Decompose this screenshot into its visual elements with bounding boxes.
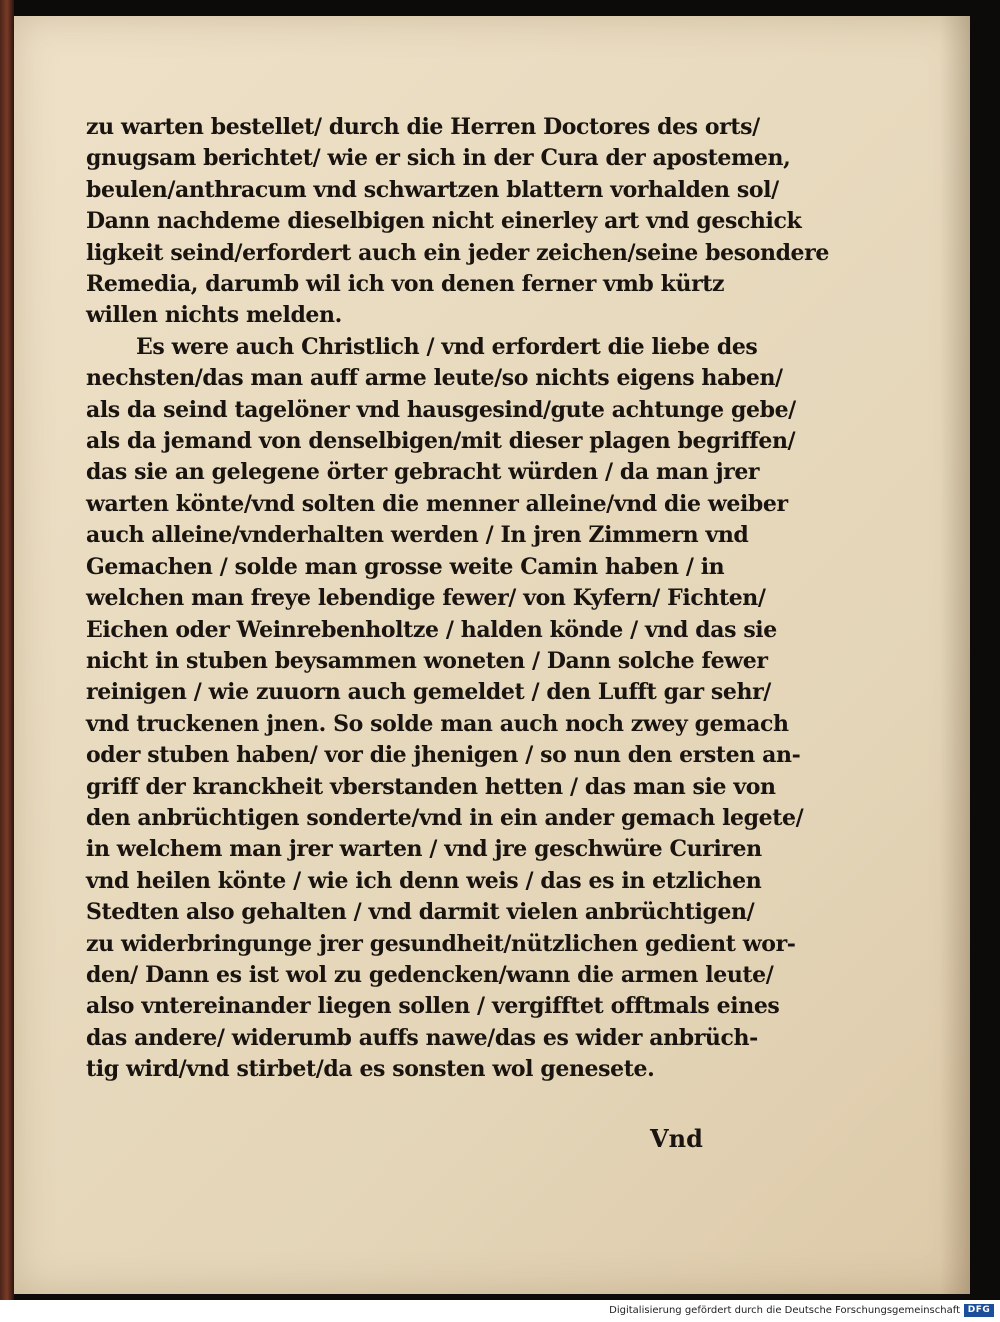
text-line: Es were auch Christlich / vnd erfordert die liebe des xyxy=(136,333,758,360)
text-line: nechsten/das man auff arme leute/so nichts eigens haben/ xyxy=(86,365,783,392)
text-line: reinigen / wie zuuorn auch gemeldet / den Lufft gar sehr/ xyxy=(86,679,771,706)
text-line: ligkeit seind/erfordert auch ein jeder zeichen/seine besondere xyxy=(86,239,829,266)
text-line: als da jemand von denselbigen/mit dieser plagen begriffen/ xyxy=(86,428,796,455)
text-line: gnugsam berichtet/ wie er sich in der Cura der apostemen, xyxy=(86,145,791,172)
text-line: willen nichts melden. xyxy=(86,302,342,329)
text-line: warten könte/vnd solten die menner alleine/vnd die weiber xyxy=(86,490,788,517)
text-line: den/ Dann es ist wol zu gedencken/wann die armen leute/ xyxy=(86,961,774,988)
funding-credit: Digitalisierung gefördert durch die Deutsche Forschungsgemeinschaft xyxy=(609,1305,960,1316)
footer-bar xyxy=(0,1300,1000,1322)
page-shade xyxy=(940,16,970,1294)
text-line: den anbrüchtigen sonderte/vnd in ein ander gemach legete/ xyxy=(86,804,804,831)
book-page xyxy=(14,16,970,1294)
text-line: das andere/ widerumb auffs nawe/das es wider anbrüch- xyxy=(86,1024,758,1051)
text-line: beulen/anthracum vnd schwartzen blattern vorhalden sol/ xyxy=(86,176,779,203)
text-line: Dann nachdeme dieselbigen nicht einerley art vnd geschick xyxy=(86,208,802,235)
text-line: tig wird/vnd stirbet/da es sonsten wol genesete. xyxy=(86,1056,655,1083)
catchword: Vnd xyxy=(650,1124,703,1153)
text-line: in welchem man jrer warten / vnd jre geschwüre Curiren xyxy=(86,836,762,863)
text-line: auch alleine/vnderhalten werden / In jren Zimmern vnd xyxy=(86,522,749,549)
text-line: also vntereinander liegen sollen / vergifftet offtmals eines xyxy=(86,993,780,1020)
page-text xyxy=(86,112,829,1086)
text-line: Stedten also gehalten / vnd darmit vielen anbrüchtigen/ xyxy=(86,899,755,926)
text-line: vnd heilen könte / wie ich denn weis / das es in etzlichen xyxy=(86,867,762,894)
text-line: Eichen oder Weinrebenholtze / halden könde / vnd das sie xyxy=(86,616,777,643)
text-line: zu widerbringunge jrer gesundheit/nützlichen gedient wor- xyxy=(86,930,796,957)
text-line: nicht in stuben beysammen woneten / Dann solche fewer xyxy=(86,647,768,674)
book-edge xyxy=(0,0,14,1300)
text-line: oder stuben haben/ vor die jhenigen / so nun den ersten an- xyxy=(86,742,801,769)
text-line: welchen man freye lebendige fewer/ von Kyfern/ Fichten/ xyxy=(86,585,766,612)
text-line: zu warten bestellet/ durch die Herren Doctores des orts/ xyxy=(86,114,760,140)
dfg-logo-icon: DFG xyxy=(964,1304,994,1317)
text-line: Remedia, darumb wil ich von denen ferner vmb kürtz xyxy=(86,271,725,298)
text-line: das sie an gelegene örter gebracht würden / da man jrer xyxy=(86,459,760,486)
text-line: als da seind tagelöner vnd hausgesind/gute achtunge gebe/ xyxy=(86,396,796,423)
text-line: Gemachen / solde man grosse weite Camin haben / in xyxy=(86,553,725,580)
text-line: vnd truckenen jnen. So solde man auch noch zwey gemach xyxy=(86,710,789,737)
text-line: griff der kranckheit vberstanden hetten / das man sie von xyxy=(86,773,776,800)
